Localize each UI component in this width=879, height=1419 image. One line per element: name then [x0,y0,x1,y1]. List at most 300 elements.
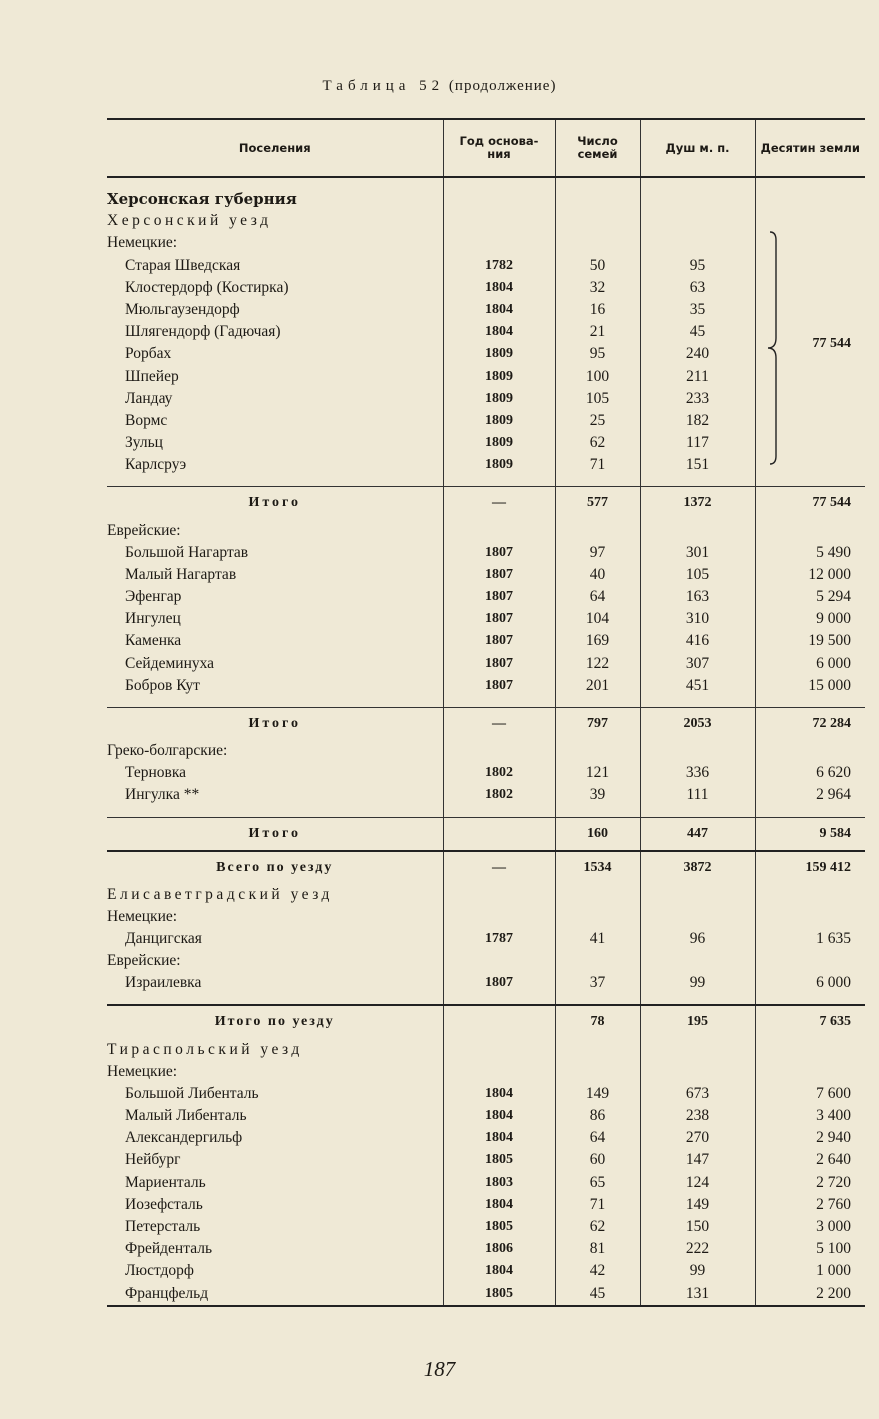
group-label-row [107,519,865,541]
empty-cell [107,177,443,188]
table-caption [0,78,879,95]
families-count: 64 [555,586,640,608]
table-row [107,277,865,299]
families-count: 100 [555,366,640,388]
land-desyatin: 2 640 [755,1149,865,1171]
souls-count: 151 [640,454,755,476]
group-label-row [107,740,865,762]
table-row [107,762,865,784]
settlement-name: Клостердорф (Костирка) [125,278,289,296]
founding-year: 1807 [443,675,555,697]
group-label-row [107,906,865,928]
table-row [107,388,865,410]
header-land: Десятин земли [755,119,865,177]
settlement-name: Мюльгаузендорф [125,301,240,319]
land-desyatin: 9 000 [755,608,865,630]
founding-year: 1804 [443,1260,555,1282]
empty-cell [443,210,555,232]
land-desyatin: 12 000 [755,564,865,586]
uezd-heading: Елисаветградский уезд [107,885,333,903]
settlement-name: Ингулка ** [125,786,200,804]
spacer-row [107,177,865,188]
total-year [443,1005,555,1038]
founding-year: 1787 [443,928,555,950]
empty-cell [555,1061,640,1083]
souls-count: 95 [640,255,755,277]
settlement-name: Бобров Кут [125,676,200,694]
table-row [107,564,865,586]
founding-year: 1804 [443,277,555,299]
uezd-heading: Херсонский уезд [107,212,272,230]
empty-cell [640,950,755,972]
total-label: Всего по уезду [107,851,443,884]
table-row [107,1216,865,1238]
settlement-name: Эфенгар [125,588,182,606]
brace-land-value: 77 544 [812,336,851,352]
empty-cell [555,476,640,487]
empty-cell [640,177,755,188]
total-families: 577 [555,487,640,520]
table-row [107,1083,865,1105]
table-row [107,1149,865,1171]
founding-year: 1806 [443,1238,555,1260]
table-row [107,1238,865,1260]
empty-cell [443,994,555,1005]
table-row [107,608,865,630]
total-souls: 447 [640,817,755,851]
families-count: 71 [555,1194,640,1216]
table-row [107,454,865,476]
header-souls: Душ м. п. [640,119,755,177]
empty-cell [443,697,555,708]
table-row [107,1105,865,1127]
total-label: Итого [107,817,443,851]
souls-count: 233 [640,388,755,410]
souls-count: 96 [640,928,755,950]
empty-cell [640,697,755,708]
empty-cell [443,519,555,541]
families-count: 45 [555,1283,640,1306]
land-desyatin: 6 620 [755,762,865,784]
empty-cell [107,697,443,708]
table-row [107,653,865,675]
souls-count: 117 [640,432,755,454]
group-label: Еврейские: [107,952,181,970]
table-caption-label: Таблица 52 [322,78,445,94]
group-label: Немецкие: [107,234,178,252]
settlement-name: Данцигская [125,929,202,947]
souls-count: 163 [640,586,755,608]
families-count: 169 [555,630,640,652]
empty-cell [640,1038,755,1060]
empty-cell [555,210,640,232]
land-desyatin: 3 000 [755,1216,865,1238]
settlement-name: Терновка [125,764,187,782]
empty-cell [640,994,755,1005]
land-desyatin: 1 000 [755,1260,865,1282]
uezd-heading-row [107,210,865,232]
families-count: 81 [555,1238,640,1260]
header-settlement: Поселения [107,119,443,177]
land-desyatin: 6 000 [755,972,865,994]
founding-year: 1809 [443,343,555,365]
empty-cell [555,884,640,906]
empty-cell [755,210,865,232]
souls-count: 270 [640,1127,755,1149]
founding-year: 1807 [443,542,555,564]
land-desyatin: 2 940 [755,1127,865,1149]
land-desyatin: 2 720 [755,1172,865,1194]
founding-year: 1807 [443,630,555,652]
empty-cell [555,519,640,541]
table-row [107,972,865,994]
total-label: Итого [107,707,443,740]
families-count: 65 [555,1172,640,1194]
header-families: Число семей [555,119,640,177]
land-desyatin: 15 000 [755,675,865,697]
empty-cell [755,1061,865,1083]
empty-cell [555,232,640,254]
souls-count: 99 [640,972,755,994]
empty-cell [443,950,555,972]
land-desyatin: 5 100 [755,1238,865,1260]
settlement-name: Сейдеминуха [125,654,215,672]
souls-count: 99 [640,1260,755,1282]
spacer-row [107,476,865,487]
settlement-name: Большой Либенталь [125,1084,259,1102]
empty-cell [755,188,865,210]
empty-cell [755,740,865,762]
souls-count: 150 [640,1216,755,1238]
land-desyatin: 2 760 [755,1194,865,1216]
total-year: — [443,707,555,740]
total-families: 797 [555,707,640,740]
settlement-name: Иозефсталь [125,1195,203,1213]
souls-count: 124 [640,1172,755,1194]
empty-cell [443,1038,555,1060]
founding-year: 1805 [443,1216,555,1238]
empty-cell [640,906,755,928]
table-row [107,343,865,365]
empty-cell [443,740,555,762]
families-count: 62 [555,1216,640,1238]
uezd-heading: Тираспольский уезд [107,1040,303,1058]
table-row [107,1127,865,1149]
total-land: 77 544 [755,487,865,520]
total-land: 7 635 [755,1005,865,1038]
founding-year: 1804 [443,1105,555,1127]
total-row [107,487,865,520]
table-row [107,675,865,697]
souls-count: 310 [640,608,755,630]
table-row [107,299,865,321]
souls-count: 307 [640,653,755,675]
souls-count: 222 [640,1238,755,1260]
families-count: 39 [555,784,640,806]
settlement-name: Францфельд [107,1283,443,1306]
table-row [107,410,865,432]
empty-cell [443,177,555,188]
empty-cell [443,476,555,487]
settlements-table-container [107,118,865,1307]
curly-brace-icon [766,230,782,466]
souls-count: 45 [640,321,755,343]
families-count: 95 [555,343,640,365]
founding-year: 1804 [443,1194,555,1216]
header-year: Год основа- ния [443,119,555,177]
table-row [107,432,865,454]
families-count: 40 [555,564,640,586]
souls-count: 147 [640,1149,755,1171]
empty-cell [755,994,865,1005]
guberniya-heading-row [107,188,865,210]
total-row [107,707,865,740]
total-year: — [443,487,555,520]
table-caption-suffix: (продолжение) [448,78,557,94]
families-count: 37 [555,972,640,994]
families-count: 50 [555,255,640,277]
empty-cell [640,740,755,762]
souls-count: 336 [640,762,755,784]
empty-cell [443,1061,555,1083]
group-label: Еврейские: [107,521,181,539]
families-count: 16 [555,299,640,321]
settlements-table [107,118,865,1307]
families-count: 71 [555,454,640,476]
souls-count: 301 [640,542,755,564]
land-desyatin: 2 964 [755,784,865,806]
land-desyatin: 3 400 [755,1105,865,1127]
founding-year: 1805 [443,1283,555,1306]
founding-year: 1804 [443,1083,555,1105]
settlement-name: Петерсталь [125,1218,201,1236]
settlement-name: Карлсруэ [125,456,187,474]
empty-cell [555,177,640,188]
founding-year: 1805 [443,1149,555,1171]
settlement-name: Израилевка [125,974,202,992]
empty-cell [755,906,865,928]
table-row [107,255,865,277]
families-count: 62 [555,432,640,454]
souls-count: 182 [640,410,755,432]
empty-cell [443,884,555,906]
empty-cell [755,476,865,487]
families-count: 32 [555,277,640,299]
total-label: Итого [107,487,443,520]
page-number: 187 [423,1357,456,1381]
table-row [107,1283,865,1306]
settlement-name: Фрейденталь [125,1240,213,1258]
empty-cell [755,697,865,708]
founding-year: 1782 [443,255,555,277]
total-row [107,817,865,851]
families-count: 121 [555,762,640,784]
empty-cell [107,807,443,818]
families-count: 104 [555,608,640,630]
empty-cell [555,188,640,210]
settlement-name: Ингулец [125,610,181,628]
group-label: Греко-болгарские: [107,742,228,760]
total-year: — [443,851,555,884]
families-count: 41 [555,928,640,950]
table-row [107,586,865,608]
table-row [107,542,865,564]
souls-count: 105 [640,564,755,586]
uezd-heading-row [107,884,865,906]
families-count: 64 [555,1127,640,1149]
empty-cell [640,188,755,210]
settlement-name: Шпейер [125,367,179,385]
settlement-name: Мариенталь [125,1173,206,1191]
founding-year: 1807 [443,653,555,675]
families-count: 21 [555,321,640,343]
land-desyatin: 5 490 [755,542,865,564]
souls-count: 240 [640,343,755,365]
founding-year: 1809 [443,410,555,432]
empty-cell [443,188,555,210]
empty-cell [755,884,865,906]
settlement-name: Вормс [125,411,168,429]
founding-year: 1809 [443,388,555,410]
founding-year: 1804 [443,1127,555,1149]
souls-count: 35 [640,299,755,321]
empty-cell [755,177,865,188]
empty-cell [755,1038,865,1060]
empty-cell [640,807,755,818]
founding-year: 1809 [443,366,555,388]
empty-cell [640,232,755,254]
land-desyatin: 2 200 [755,1283,865,1306]
empty-cell [640,884,755,906]
settlement-name: Малый Либенталь [125,1107,247,1125]
settlement-name: Малый Нагартав [125,565,237,583]
empty-cell [640,210,755,232]
settlement-name: Ландау [125,389,173,407]
founding-year: 1807 [443,564,555,586]
founding-year: 1807 [443,586,555,608]
empty-cell [555,807,640,818]
empty-cell [555,994,640,1005]
table-body [107,177,865,1306]
empty-cell [107,476,443,487]
empty-cell [555,1038,640,1060]
families-count: 42 [555,1260,640,1282]
settlement-name: Зульц [125,434,163,452]
empty-cell [640,519,755,541]
empty-cell [555,697,640,708]
total-year [443,817,555,851]
table-header-row [107,119,865,177]
table-row [107,784,865,806]
empty-cell [107,994,443,1005]
land-desyatin: 1 635 [755,928,865,950]
empty-cell [555,740,640,762]
families-count: 201 [555,675,640,697]
group-label: Немецкие: [107,1062,178,1080]
total-families: 78 [555,1005,640,1038]
total-souls: 2053 [640,707,755,740]
souls-count: 238 [640,1105,755,1127]
total-row [107,1005,865,1038]
settlement-name: Александергильф [125,1129,243,1147]
spacer-row [107,697,865,708]
families-count: 60 [555,1149,640,1171]
souls-count: 63 [640,277,755,299]
land-desyatin: 5 294 [755,586,865,608]
spacer-row [107,994,865,1005]
souls-count: 451 [640,675,755,697]
table-row [107,321,865,343]
founding-year: 1803 [443,1172,555,1194]
founding-year: 1809 [443,454,555,476]
total-souls: 195 [640,1005,755,1038]
total-families: 160 [555,817,640,851]
families-count: 25 [555,410,640,432]
group-label-row [107,232,865,254]
total-land: 159 412 [755,851,865,884]
founding-year: 1802 [443,762,555,784]
empty-cell [443,906,555,928]
table-row [107,366,865,388]
founding-year: 1804 [443,299,555,321]
founding-year: 1809 [443,432,555,454]
table-row [107,630,865,652]
total-families: 1534 [555,851,640,884]
empty-cell [755,807,865,818]
settlement-name: Нейбург [125,1151,181,1169]
settlement-name: Шлягендорф (Гадючая) [125,323,281,341]
land-desyatin: 19 500 [755,630,865,652]
empty-cell [555,906,640,928]
founding-year: 1802 [443,784,555,806]
souls-count: 211 [640,366,755,388]
uezd-heading-row [107,1038,865,1060]
empty-cell [555,950,640,972]
families-count: 97 [555,542,640,564]
families-count: 86 [555,1105,640,1127]
empty-cell [443,807,555,818]
souls-count: 111 [640,784,755,806]
settlement-name: Люстдорф [125,1262,194,1280]
total-row [107,851,865,884]
families-count: 149 [555,1083,640,1105]
empty-cell [640,476,755,487]
group-label: Немецкие: [107,907,178,925]
empty-cell [640,1061,755,1083]
spacer-row [107,807,865,818]
souls-count: 416 [640,630,755,652]
table-row [107,1260,865,1282]
total-land: 72 284 [755,707,865,740]
land-desyatin: 7 600 [755,1083,865,1105]
settlement-name: Рорбах [125,345,172,363]
total-land: 9 584 [755,817,865,851]
total-label: Итого по уезду [107,1005,443,1038]
empty-cell [755,519,865,541]
settlement-name: Старая Шведская [125,256,241,274]
group-label-row [107,1061,865,1083]
souls-count: 673 [640,1083,755,1105]
families-count: 105 [555,388,640,410]
founding-year: 1807 [443,608,555,630]
settlement-name: Каменка [125,632,182,650]
table-row [107,928,865,950]
founding-year: 1807 [443,972,555,994]
settlement-name: Большой Нагартав [125,543,249,561]
founding-year: 1804 [443,321,555,343]
total-souls: 1372 [640,487,755,520]
table-row [107,1172,865,1194]
